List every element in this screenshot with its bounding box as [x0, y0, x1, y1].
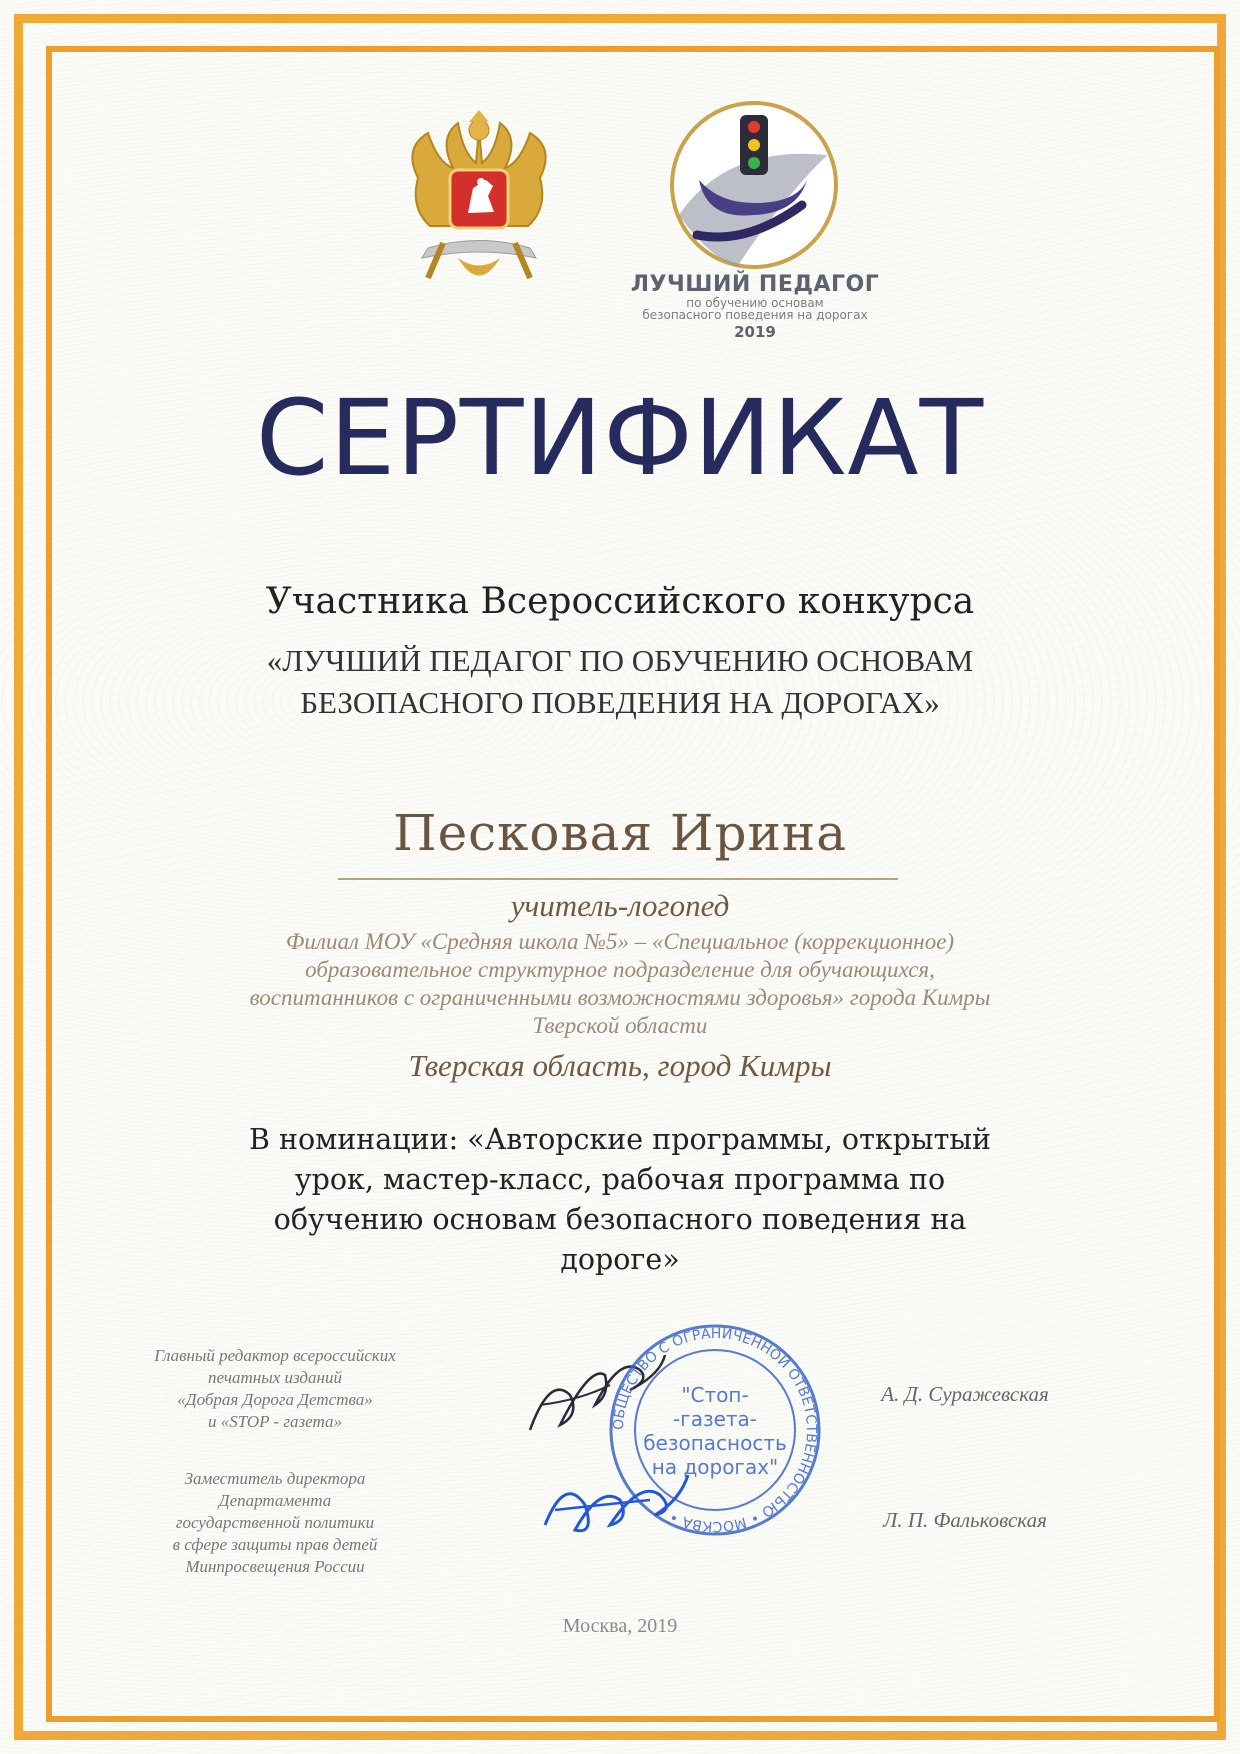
region: Тверская область, город Кимры	[408, 1048, 832, 1083]
stamp-ring-text: ОБЩЕСТВО С ОГРАНИЧЕННОЙ ОТВЕТСТВЕННОСТЬЮ • МОСКВА •	[610, 1325, 820, 1535]
participant-line: Участника Всероссийского конкурса	[265, 581, 975, 622]
logo-year: 2019	[734, 323, 776, 341]
recipient-name: Песковая Ирина	[392, 804, 847, 862]
contest-logo-caption	[600, 272, 910, 341]
first-role-line4: и «STOP - газета»	[208, 1412, 342, 1431]
second-role-line5: Минпросвещения России	[185, 1557, 365, 1576]
nomination-line1: В номинации: «Авторские программы, открытый	[248, 1123, 992, 1156]
second-signatory-role	[110, 1468, 440, 1578]
organization-line4: Тверской области	[532, 1013, 708, 1038]
organization-line2: образовательное структурное подразделение для обучающихся,	[305, 957, 935, 982]
stamp-line3: безопасность	[643, 1431, 787, 1455]
stamp-line4: на дорогах"	[651, 1455, 779, 1479]
contest-name	[0, 640, 1240, 724]
nomination	[200, 1120, 1040, 1280]
nomination-line4: дороге»	[560, 1243, 680, 1276]
coat-of-arms-emblem	[398, 108, 560, 298]
logo-subtitle-line2: безопасного поведения на дорогах	[642, 308, 868, 322]
name-underline	[338, 878, 898, 880]
second-role-line2: Департамента	[218, 1491, 332, 1510]
logo-title: ЛУЧШИЙ ПЕДАГОГ	[630, 272, 880, 297]
stamp-line2: -газета-	[672, 1407, 758, 1431]
organization-line1: Филиал МОУ «Средняя школа №5» – «Специальное (коррекционное)	[285, 929, 955, 954]
nomination-line3: обучению основам безопасного поведения на	[273, 1203, 967, 1236]
first-signatory-role	[110, 1345, 440, 1433]
logo-subtitle-line1: по обучению основам	[686, 296, 824, 310]
first-signatory-name: А. Д. Суражевская	[881, 1382, 1049, 1406]
stamp-line1: "Стоп-	[681, 1383, 749, 1407]
certificate-title: СЕРТИФИКАТ	[255, 377, 985, 499]
organization-line3: воспитанников с ограниченными возможностями здоровья» города Кимры	[249, 985, 991, 1010]
first-role-line2: печатных изданий	[208, 1368, 342, 1387]
contest-name-line1: «ЛУЧШИЙ ПЕДАГОГ ПО ОБУЧЕНИЮ ОСНОВАМ	[266, 643, 974, 678]
place-date: Москва, 2019	[562, 1615, 678, 1637]
contest-name-line2: БЕЗОПАСНОГО ПОВЕДЕНИЯ НА ДОРОГАХ»	[300, 685, 940, 720]
second-role-line1: Заместитель директора	[184, 1469, 366, 1488]
nomination-line2: урок, мастер-класс, рабочая программа по	[294, 1163, 946, 1196]
second-signatory-name: Л. П. Фальковская	[883, 1508, 1047, 1532]
organization	[150, 928, 1090, 1040]
first-role-line3: «Добрая Дорога Детства»	[177, 1390, 373, 1409]
second-role-line4: в сфере защиты прав детей	[172, 1535, 378, 1554]
first-role-line1: Главный редактор всероссийских	[154, 1346, 396, 1365]
signature-second	[540, 1465, 690, 1545]
second-role-line3: государственной политики	[175, 1513, 375, 1532]
recipient-position: учитель-логопед	[510, 888, 730, 923]
